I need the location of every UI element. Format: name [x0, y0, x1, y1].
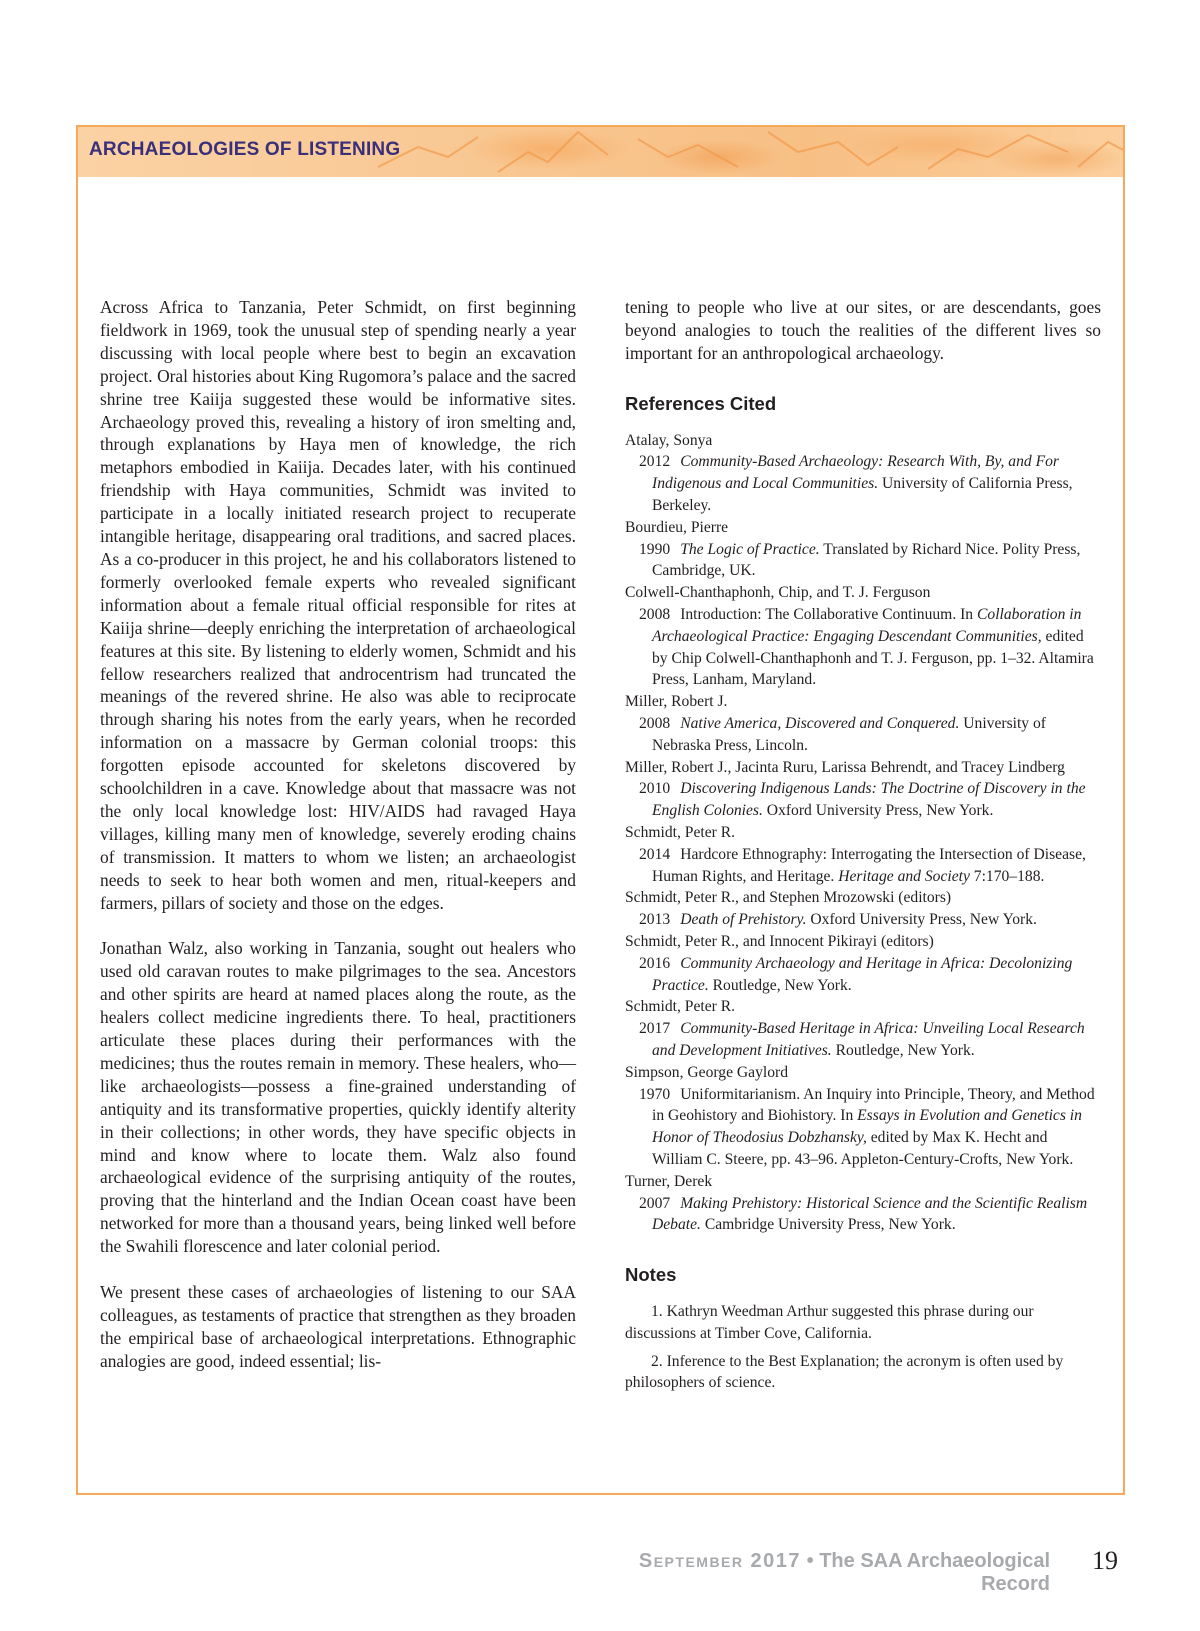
- reference-title: The Logic of Practice.: [680, 540, 820, 558]
- reference-author: Simpson, George Gaylord: [625, 1063, 788, 1081]
- page-footer: [620, 1550, 1050, 1596]
- reference-title: Collaboration in Archaeological Practice: Engaging Descendant Communities,: [652, 606, 1082, 645]
- reference-author: Schmidt, Peter R., and Innocent Pikirayi (editors): [625, 932, 934, 950]
- reference-rest: 7:170–188.: [969, 867, 1045, 885]
- reference-year: 1970: [639, 1085, 671, 1103]
- reference-rest: University of California Press, Berkeley.: [652, 475, 1073, 515]
- references-list: [625, 430, 1101, 1236]
- reference-year: 1990: [639, 540, 671, 558]
- reference-rest: Oxford University Press, New York.: [762, 802, 994, 820]
- reference-title: Essays in Evolution and Genetics in Honor of Theodosius Dobzhansky,: [652, 1107, 1082, 1147]
- left-column: [100, 296, 576, 1395]
- reference-entry: [625, 1084, 1101, 1171]
- reference-rest: Translated by Richard Nice. Polity Press, Cambridge, UK.: [652, 540, 1081, 580]
- body-paragraph: Across Africa to Tanzania, Peter Schmidt, on first beginning fieldwork in 1969, took the unusual step of spending nearly a year discussing with local people where best to begin an excavation project. Oral histories about King Rugomora’s palace and the sacred shrine tree Kaiija suggested these would be informative sites. Archaeology proved this, revealing a history of iron smelting and, through explanations by Haya men of knowledge, the rich metaphors embodied in Kaiija. Decades later, with his continued friendship with Haya communities, Schmidt was invited to participate in a locally initiated research project to recuperate intangible heritage, disappearing oral traditions, and sacred places. As a co-producer in this project, he and his collaborators listened to formerly overlooked female experts who revealed significant information about a female ritual official responsible for rites at Kaiija shrine—deeply enriching the interpretation of archaeological features at this site. By listening to elderly women, Schmidt and his fellow researchers realized that androcentrism had truncated the meanings of the revered shrine. He also was able to reciprocate through sharing his notes from the early years, when he recorded information on a massacre by German colonial troops: this forgotten episode accounted for skeletons discovered by schoolchildren in a cave. Knowledge about that massacre was not the only local knowledge lost: HIV/AIDS had ravaged Haya villages, killing many men of knowledge, severely eroding chains of transmission. It matters to whom we listen; an archaeologist needs to seek to hear both women and men, ritual-keepers and farmers, pillars of society and those on the edges.: [100, 297, 576, 913]
- reference-entry: [625, 909, 1101, 931]
- reference-title: Community-Based Heritage in Africa: Unveiling Local Research and Development Initiatives.: [652, 1020, 1085, 1059]
- reference-year: 2013: [639, 911, 671, 929]
- reference-author: Schmidt, Peter R.: [625, 998, 736, 1016]
- reference-year: 2016: [639, 954, 671, 972]
- reference-author: Miller, Robert J.: [625, 693, 728, 711]
- reference-author: Schmidt, Peter R.: [625, 823, 736, 841]
- reference-title: Heritage and Society: [838, 867, 970, 885]
- reference-author: Schmidt, Peter R., and Stephen Mrozowski (editors): [625, 889, 952, 907]
- reference-author: Bourdieu, Pierre: [625, 518, 729, 536]
- reference-entry: [625, 451, 1101, 516]
- page-number: 19: [1092, 1546, 1118, 1575]
- footer-publication: The SAA Archaeological Record: [819, 1550, 1050, 1595]
- body-paragraph: We present these cases of archaeologies of listening to our SAA colleagues, as testaments of practice that strengthen as they broaden the empirical base of archaeological interpretations. Ethnographic analogies are good, indeed essential; lis-: [100, 1281, 576, 1371]
- reference-author: Colwell-Chanthaphonh, Chip, and T. J. Ferguson: [625, 584, 931, 602]
- notes-list: [625, 1301, 1101, 1394]
- body-paragraph-continuation: tening to people who live at our sites, or are descendants, goes beyond analogies to touch the realities of the different lives so important for an anthropological archaeology.: [625, 297, 1101, 363]
- reference-year: 2008: [639, 606, 671, 623]
- reference-rest: Routledge, New York.: [831, 1041, 975, 1059]
- notes-heading: Notes: [625, 1264, 677, 1286]
- reference-author: Miller, Robert J., Jacinta Ruru, Larissa Behrendt, and Tracey Lindberg: [625, 758, 1065, 776]
- reference-entry: [625, 1018, 1101, 1062]
- note-item: 2. Inference to the Best Explanation; the acronym is often used by philosophers of science.: [625, 1352, 1064, 1392]
- reference-title: Discovering Indigenous Lands: The Doctrine of Discovery in the English Colonies.: [652, 780, 1086, 820]
- reference-entry: [625, 713, 1101, 757]
- reference-rest: Oxford University Press, New York.: [806, 911, 1037, 929]
- banner-title: ARCHAEOLOGIES OF LISTENING: [89, 139, 401, 160]
- reference-rest: edited by Max K. Hecht and William C. Steere, pp. 43–96. Appleton-Century-Crofts, New York.: [652, 1129, 1074, 1168]
- reference-title: Making Prehistory: Historical Science and the Scientific Realism Debate.: [652, 1194, 1088, 1234]
- reference-author: Atalay, Sonya: [625, 431, 713, 449]
- references-heading: References Cited: [625, 392, 777, 414]
- reference-entry: [625, 778, 1101, 822]
- reference-entry: [625, 604, 1101, 691]
- reference-pre: Uniformitarianism. An Inquiry into Principle, Theory, and Method in Geohistory and Biohistory. In: [652, 1085, 1095, 1125]
- reference-year: 2008: [639, 714, 671, 732]
- right-column: [625, 296, 1101, 1400]
- reference-entry: [625, 953, 1101, 997]
- reference-author: Turner, Derek: [625, 1172, 713, 1190]
- reference-title: Death of Prehistory.: [680, 911, 807, 929]
- body-paragraph: Jonathan Walz, also working in Tanzania, sought out healers who used old caravan routes to make pilgrimages to the sea. Ancestors and other spirits are heard at named places along the route, as the healers collect medicine ingredients there. To heal, practitioners articulate these places during their performances with the medicines; thus the routes remain in memory. These healers, who—like archaeologists—possess a fine-grained understanding of antiquity and its transformative properties, quickly identify alterity in their collections; in other words, they have specific objects in mind and know where to locate them. Walz also found archaeological evidence of the surprising antiquity of the routes, proving that the hinterland and the Indian Ocean coast have been networked for more than a thousand years, being linked well before the Swahili florescence and later colonial period.: [100, 938, 576, 1257]
- reference-entry: [625, 844, 1101, 888]
- reference-pre: Hardcore Ethnography: Interrogating the Intersection of Disease, Human Rights, and Heritage.: [652, 845, 1086, 885]
- reference-entry: [625, 539, 1101, 583]
- reference-year: 2007: [639, 1194, 671, 1212]
- note-item: 1. Kathryn Weedman Arthur suggested this phrase during our discussions at Timber Cove, California.: [625, 1303, 1034, 1342]
- reference-entry: [625, 1193, 1101, 1237]
- section-banner: [78, 127, 1123, 177]
- reference-title: Native America, Discovered and Conquered.: [680, 714, 960, 732]
- reference-rest: Cambridge University Press, New York.: [700, 1216, 956, 1234]
- reference-rest: University of Nebraska Press, Lincoln.: [652, 714, 1046, 754]
- reference-year: 2010: [639, 780, 671, 798]
- footer-issue: September 2017: [638, 1550, 802, 1572]
- reference-year: 2012: [639, 453, 671, 471]
- reference-title: Community-Based Archaeology: Research With, By, and For Indigenous and Local Communities.: [652, 453, 1059, 493]
- reference-title: Community Archaeology and Heritage in Africa: Decolonizing Practice.: [652, 954, 1073, 994]
- footer-separator: •: [806, 1550, 814, 1572]
- reference-year: 2017: [639, 1020, 671, 1038]
- reference-pre: Introduction: The Collaborative Continuum. In: [680, 606, 978, 623]
- reference-rest: Routledge, New York.: [708, 976, 852, 994]
- reference-year: 2014: [639, 845, 671, 863]
- reference-rest: edited by Chip Colwell-Chanthaphonh and T. J. Ferguson, pp. 1–32. Altamira Press, Lanham, Maryland.: [652, 627, 1094, 689]
